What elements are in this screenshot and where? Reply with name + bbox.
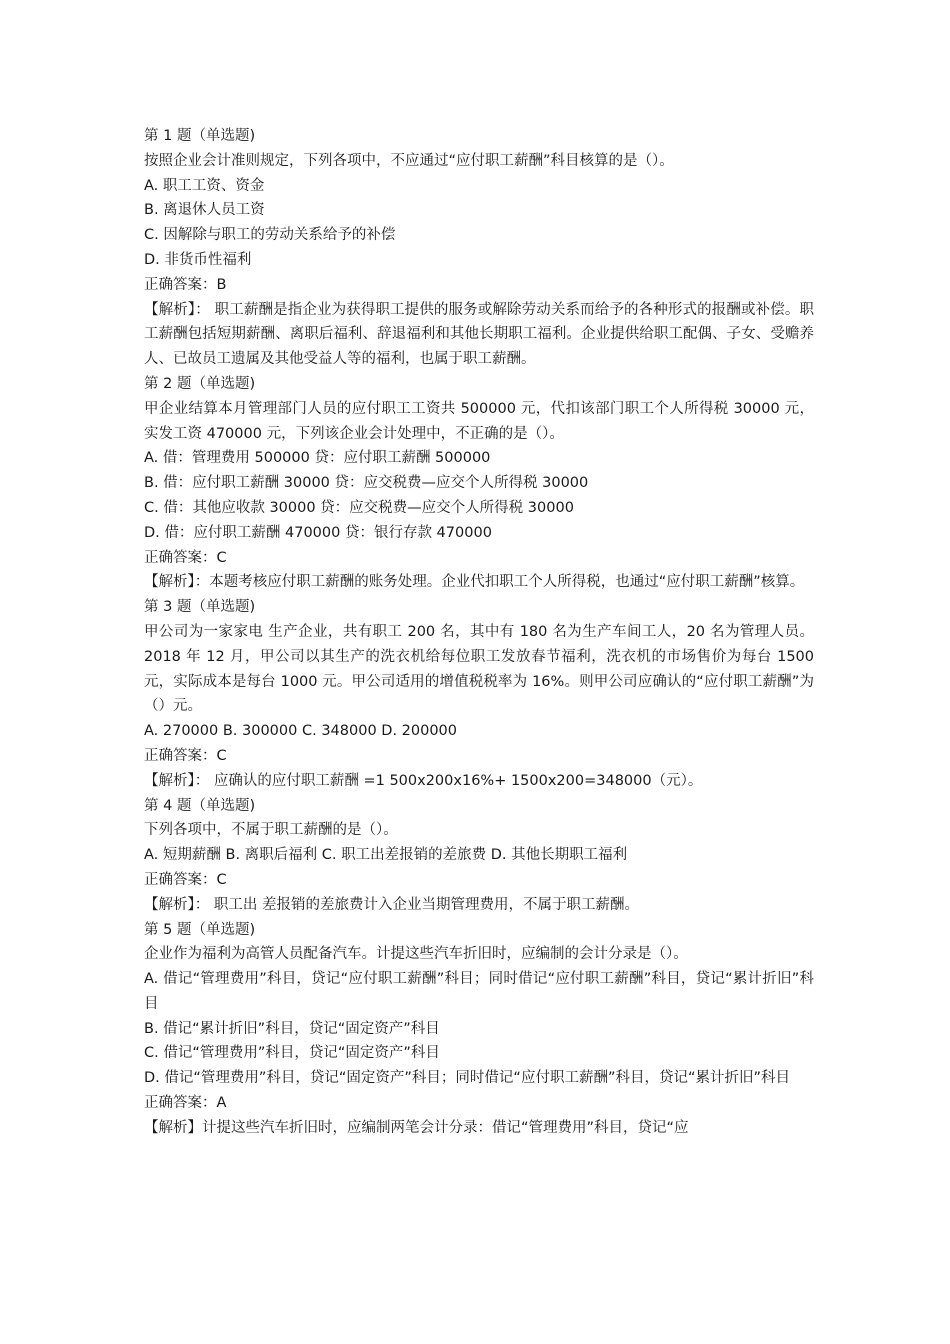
question-4-answer: 正确答案：C bbox=[144, 871, 227, 888]
question-5-option-b: B. 借记“累计折旧”科目，贷记“固定资产”科目 bbox=[144, 1020, 440, 1037]
question-3-stem: 甲公司为一家家电 生产企业，共有职工 200 名，其中有 180 名为生产车间工人，20 名为管理人员。2018 年 12 月，甲公司以其生产的洗衣机给每位职工发放春节福利，洗衣机的市场售价为每台 1500 元，实际成本是每台 1000 元。甲公司适用的增值税税率为 16%。则甲公司应确认的“应付职工薪酬”为（）元。 bbox=[144, 623, 814, 715]
question-5-option-d: D. 借记“管理费用”科目，贷记“固定资产”科目；同时借记“应付职工薪酬”科目，贷记“累计折旧”科目 bbox=[144, 1070, 790, 1087]
question-1-option-a: A. 职工工资、资金 bbox=[144, 177, 265, 194]
question-2-option-c: C. 借：其他应收款 30000 贷：应交税费—应交个人所得税 30000 bbox=[144, 499, 574, 516]
question-5-answer: 正确答案：A bbox=[144, 1095, 227, 1112]
question-1-stem: 按照企业会计准则规定，下列各项中，不应通过“应付职工薪酬”科目核算的是（）。 bbox=[144, 152, 674, 169]
question-5-analysis: 【解析】计提这些汽车折旧时，应编制两笔会计分录：借记“管理费用”科目，贷记“应 bbox=[144, 1119, 689, 1136]
question-2-stem: 甲企业结算本月管理部门人员的应付职工工资共 500000 元，代扣该部门职工个人所得税 30000 元，实发工资 470000 元，下列该企业会计处理中，不正确的是（）。 bbox=[144, 400, 814, 442]
question-2-analysis: 【解析】：本题考核应付职工薪酬的账务处理。企业代扣职工个人所得税，也通过“应付职工薪酬”核算。 bbox=[144, 574, 805, 591]
question-4-options: A. 短期薪酬 B. 离职后福利 C. 职工出差报销的差旅费 D. 其他长期职工福利 bbox=[144, 847, 628, 864]
question-1-answer: 正确答案：B bbox=[144, 276, 227, 293]
question-5-stem: 企业作为福利为高管人员配备汽车。计提这些汽车折旧时，应编制的会计分录是（）。 bbox=[144, 946, 688, 963]
question-1-option-b: B. 离退休人员工资 bbox=[144, 202, 265, 219]
question-1-header: 第 1 题（单选题) bbox=[144, 128, 256, 144]
question-1-option-d: D. 非货币性福利 bbox=[144, 251, 252, 268]
question-list bbox=[144, 124, 814, 1141]
question-4-stem: 下列各项中，不属于职工薪酬的是（）。 bbox=[144, 822, 398, 839]
question-2-option-d: D. 借：应付职工薪酬 470000 贷：银行存款 470000 bbox=[144, 524, 492, 541]
question-5-header: 第 5 题（单选题) bbox=[144, 921, 256, 938]
question-2-option-b: B. 借：应付职工薪酬 30000 贷：应交税费—应交个人所得税 30000 bbox=[144, 475, 589, 492]
question-4-analysis: 【解析】： 职工出 差报销的差旅费计入企业当期管理费用，不属于职工薪酬。 bbox=[144, 896, 639, 913]
question-2-header: 第 2 题（单选题) bbox=[144, 375, 256, 392]
question-1-analysis: 【解析】： 职工薪酬是指企业为获得职工提供的服务或解除劳动关系而给予的各种形式的报酬或补偿。职工薪酬包括短期薪酬、离职后福利、辞退福利和其他长期职工福利。企业提供给职工配偶、子女、受赡养人、已故员工遗属及其他受益人等的福利，也属于职工薪酬。 bbox=[144, 301, 814, 368]
question-2-answer: 正确答案：C bbox=[144, 549, 227, 566]
question-5-option-c: C. 借记“管理费用”科目，贷记“固定资产”科目 bbox=[144, 1045, 440, 1062]
question-1-option-c: C. 因解除与职工的劳动关系给予的补偿 bbox=[144, 227, 396, 244]
question-3-analysis: 【解析】： 应确认的应付职工薪酬 =1 500x200x16%+ 1500x200=348000（元）。 bbox=[144, 772, 703, 789]
question-5-option-a: A. 借记“管理费用”科目，贷记“应付职工薪酬”科目；同时借记“应付职工薪酬”科目，贷记“累计折旧”科目 bbox=[144, 971, 814, 1012]
question-2-option-a: A. 借：管理费用 500000 贷：应付职工薪酬 500000 bbox=[144, 450, 491, 467]
question-3-header: 第 3 题（单选题) bbox=[144, 599, 256, 616]
question-4-header: 第 4 题（单选题) bbox=[144, 797, 256, 814]
question-3-answer: 正确答案：C bbox=[144, 747, 227, 764]
question-3-options: A. 270000 B. 300000 C. 348000 D. 200000 bbox=[144, 723, 458, 740]
